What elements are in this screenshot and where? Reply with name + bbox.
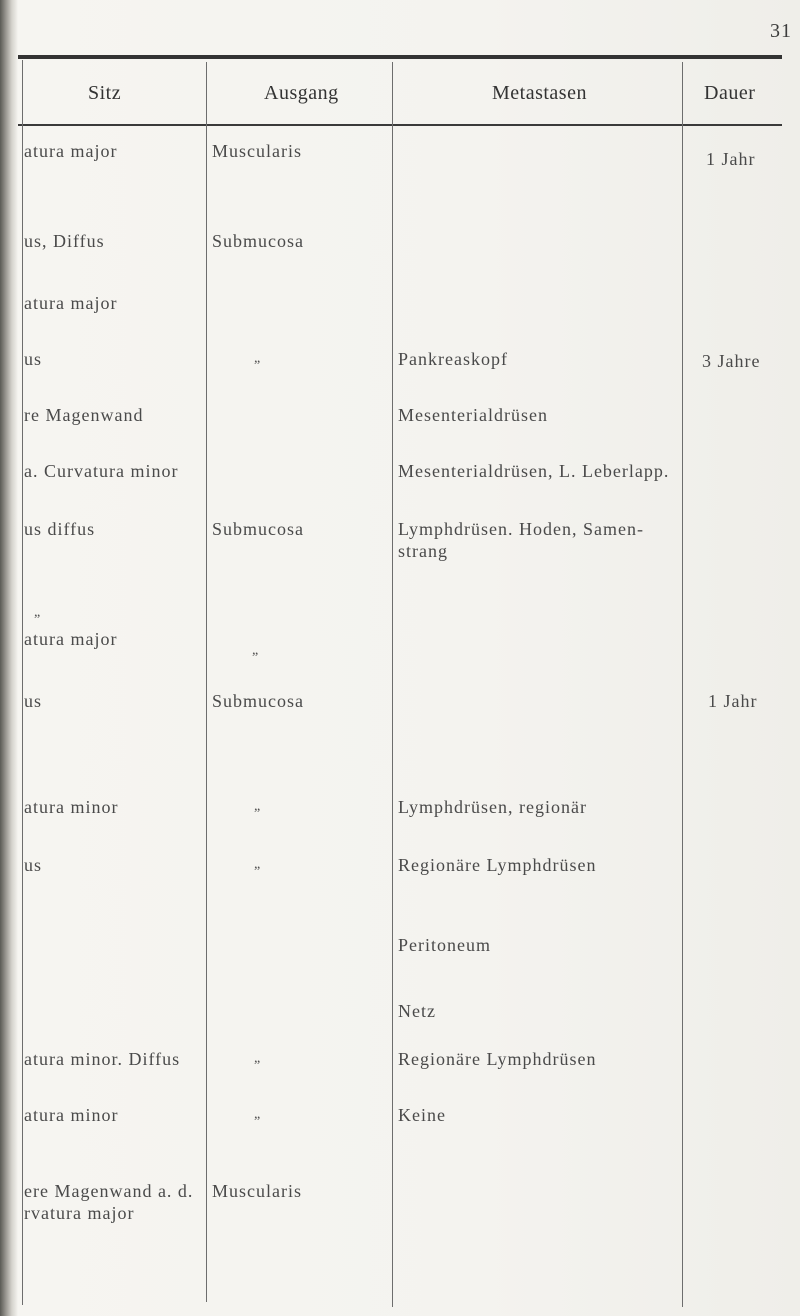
header-dauer: Dauer — [704, 82, 756, 104]
cell-sitz: ere Magenwand a. d. rvatura major — [24, 1181, 194, 1223]
cell-dauer: 1 Jahr — [708, 691, 758, 711]
cell-dauer: 1 Jahr — [706, 149, 756, 169]
cell-sitz: atura minor. Diffus — [24, 1049, 181, 1069]
cell-ausgang: „ — [254, 799, 261, 814]
column-divider-3 — [392, 62, 393, 1307]
cell-ausgang: Submucosa — [212, 231, 304, 251]
cell-sitz: us — [24, 855, 43, 875]
cell-sitz: atura minor — [24, 797, 119, 817]
cell-sitz: us, Diffus — [24, 231, 105, 251]
cell-metastasen: Lymphdrüsen. Hoden, Samen-strang — [398, 519, 644, 561]
cell-metastasen: Regionäre Lymphdrüsen — [398, 855, 597, 875]
header-metastasen: Metastasen — [492, 82, 587, 104]
cell-sitz: „ — [34, 605, 41, 620]
cell-ausgang: „ — [252, 643, 259, 658]
table-top-rule — [18, 55, 782, 59]
cell-ausgang: „ — [254, 351, 261, 366]
cell-metastasen: Lymphdrüsen, regionär — [398, 797, 587, 817]
cell-sitz: us — [24, 691, 43, 711]
cell-metastasen: Mesenterialdrüsen — [398, 405, 548, 425]
column-divider-1 — [22, 60, 23, 1305]
cell-metastasen: Peritoneum — [398, 935, 491, 955]
cell-metastasen: Pankreaskopf — [398, 349, 508, 369]
cell-metastasen: Keine — [398, 1105, 446, 1125]
binding-shadow — [0, 0, 18, 1316]
cell-sitz: us — [24, 349, 43, 369]
cell-ausgang: Muscularis — [212, 141, 302, 161]
cell-metastasen: Netz — [398, 1001, 436, 1021]
cell-ausgang: Submucosa — [212, 519, 304, 539]
header-sitz: Sitz — [88, 82, 122, 104]
cell-ausgang: „ — [254, 857, 261, 872]
cell-sitz: re Magenwand — [24, 405, 144, 425]
cell-sitz: us diffus — [24, 519, 96, 539]
cell-metastasen: Regionäre Lymphdrüsen — [398, 1049, 597, 1069]
cell-ausgang: Muscularis — [212, 1181, 302, 1201]
cell-dauer: 3 Jahre — [702, 351, 761, 371]
cell-ausgang: „ — [254, 1051, 261, 1066]
cell-ausgang: „ — [254, 1107, 261, 1122]
cell-sitz: atura major — [24, 629, 118, 649]
cell-sitz: a. Curvatura minor — [24, 461, 179, 481]
column-divider-4 — [682, 62, 683, 1307]
cell-sitz: atura minor — [24, 1105, 119, 1125]
cell-ausgang: Submucosa — [212, 691, 304, 711]
column-divider-2 — [206, 62, 207, 1302]
cell-sitz: atura major — [24, 141, 118, 161]
cell-metastasen: Mesenterialdrüsen, L. Leberlapp. — [398, 461, 670, 481]
header-bottom-rule — [18, 124, 782, 126]
page-number: 31 — [770, 20, 792, 42]
header-ausgang: Ausgang — [264, 82, 339, 104]
cell-sitz: atura major — [24, 293, 118, 313]
